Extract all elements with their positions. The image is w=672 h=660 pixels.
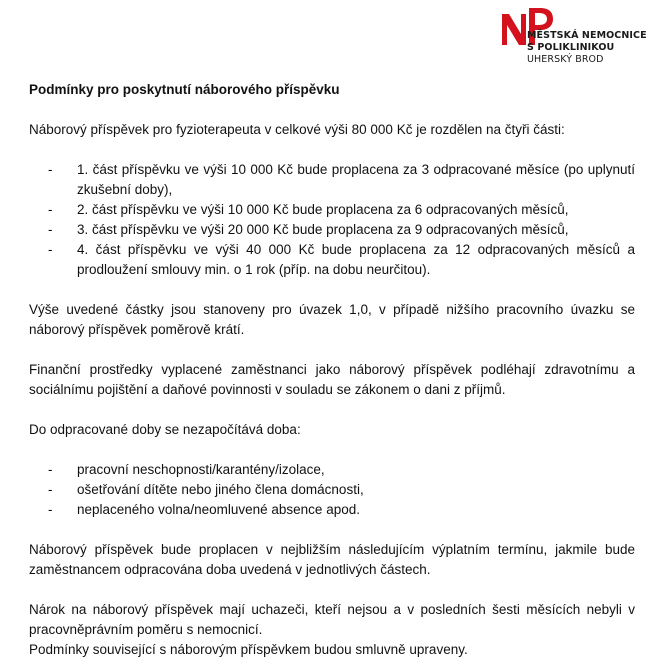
- payment-parts-list: [29, 160, 635, 280]
- list-item: - ošetřování dítěte nebo jiného člena domácnosti,: [29, 480, 635, 500]
- workload-paragraph: Výše uvedené částky jsou stanoveny pro úvazek 1,0, v případě nižšího pracovního úvazku se náborový příspěvek poměrově krátí.: [29, 302, 635, 337]
- payment-paragraph: Náborový příspěvek bude proplacen v nejbližším následujícím výplatním termínu, jakmile bude zaměstnancem odpracována doba uvedená v jednotlivých částech.: [29, 542, 635, 577]
- contract-paragraph: Podmínky související s náborovým příspěvkem budou smluvně upraveny.: [29, 642, 468, 657]
- list-item: - pracovní neschopnosti/karantény/izolace,: [29, 460, 635, 480]
- exclusions-intro: Do odpracované doby se nezapočítává doba:: [29, 422, 301, 437]
- document-body: [29, 80, 635, 660]
- logo-line-2: S POLIKLINIKOU: [527, 42, 615, 53]
- list-item: - 2. část příspěvku ve výši 10 000 Kč bude proplacena za 6 odpracovaných měsíců,: [29, 200, 635, 220]
- logo-line-1: MĚSTSKÁ NEMOCNICE: [527, 30, 647, 41]
- logo-text: [527, 30, 647, 66]
- document-title: Podmínky pro poskytnutí náborového příspěvku: [29, 82, 340, 97]
- list-item: - neplaceného volna/neomluvené absence apod.: [29, 500, 635, 520]
- logo-line-3: UHERSKÝ BROD: [527, 54, 604, 65]
- hospital-logo: [500, 8, 660, 70]
- finance-paragraph: Finanční prostředky vyplacené zaměstnanci jako náborový příspěvek podléhají zdravotnímu a sociálnímu pojištění a daňové povinnosti v souladu se zákonem o dani z příjmů.: [29, 362, 635, 397]
- list-item: - 3. část příspěvku ve výši 20 000 Kč bude proplacena za 9 odpracovaných měsíců,: [29, 220, 635, 240]
- list-item: - 1. část příspěvku ve výši 10 000 Kč bude proplacena za 3 odpracované měsíce (po uplynutí zkušební doby),: [29, 160, 635, 200]
- intro-paragraph: Náborový příspěvek pro fyzioterapeuta v celkové výši 80 000 Kč je rozdělen na čtyři části:: [29, 122, 565, 137]
- eligibility-paragraph: Nárok na náborový příspěvek mají uchazeči, kteří nejsou a v posledních šesti měsících nebyli v pracovněprávním poměru s nemocnicí.: [29, 602, 635, 637]
- exclusions-list: [29, 460, 635, 520]
- list-item: - 4. část příspěvku ve výši 40 000 Kč bude proplacena za 12 odpracovaných měsíců a prodloužení smlouvy min. o 1 rok (příp. na dobu neurčitou).: [29, 240, 635, 280]
